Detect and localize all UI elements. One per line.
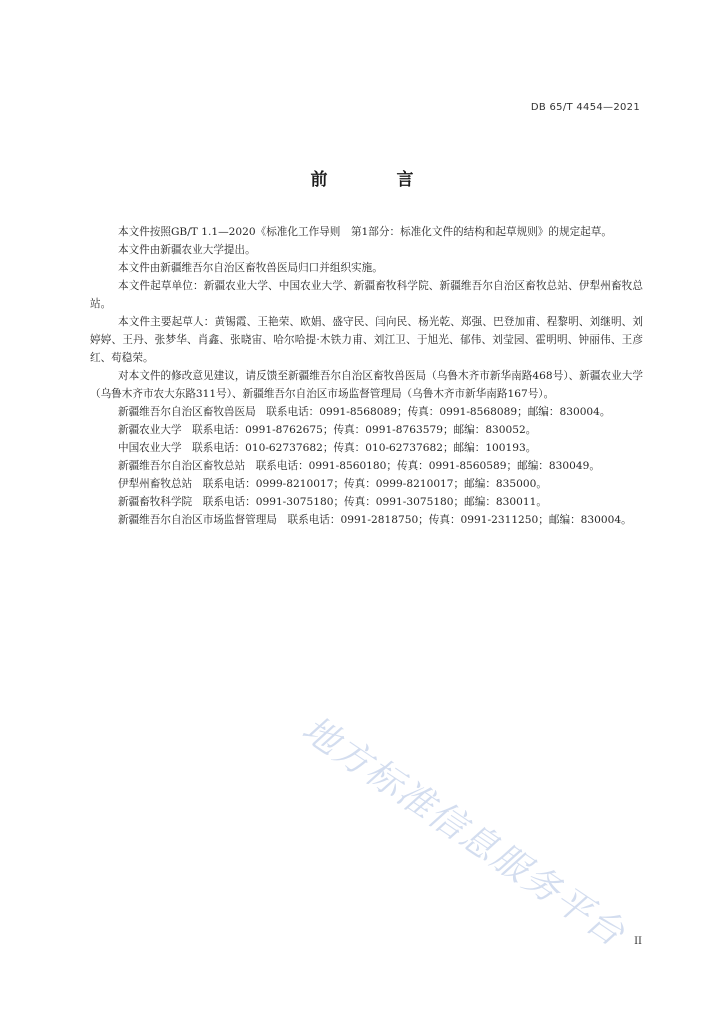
document-code: DB 65/T 4454—2021 bbox=[530, 102, 640, 113]
contact-line: 新疆农业大学 联系电话：0991-8762675；传真：0991-8763579；邮编：830052。 bbox=[118, 424, 537, 436]
page-number: II bbox=[634, 936, 642, 947]
paragraph-feedback: 对本文件的修改意见建议，请反馈至新疆维吾尔自治区畜牧兽医局（乌鲁木齐市新华南路468号）、新疆农业大学（乌鲁木齐市农大东路311号）、新疆维吾尔自治区市场监督管理局（乌鲁木齐市新华南路167号）。 bbox=[90, 370, 643, 400]
contact-line: 新疆维吾尔自治区畜牧兽医局 联系电话：0991-8568089；传真：0991-8568089；邮编：830004。 bbox=[118, 406, 611, 418]
paragraph-proposer: 本文件由新疆农业大学提出。 bbox=[118, 244, 256, 256]
paragraph-drafting-rule: 本文件按照GB/T 1.1—2020《标准化工作导则 第1部分：标准化文件的结构和起草规则》的规定起草。 bbox=[118, 226, 612, 238]
foreword-body bbox=[90, 223, 643, 529]
contact-line: 新疆维吾尔自治区市场监督管理局 联系电话：0991-2818750；传真：0991-2311250；邮编：830004。 bbox=[118, 514, 632, 526]
contact-line: 新疆维吾尔自治区畜牧总站 联系电话：0991-8560180；传真：0991-8560589；邮编：830049。 bbox=[118, 460, 600, 472]
paragraph-administrator: 本文件由新疆维吾尔自治区畜牧兽医局归口并组织实施。 bbox=[118, 262, 383, 274]
contact-line: 中国农业大学 联系电话：010-62737682；传真：010-62737682；邮编：100193。 bbox=[118, 442, 537, 454]
watermark: 地方标准信息服务平台 bbox=[294, 708, 633, 956]
paragraph-drafters: 本文件主要起草人：黄锡霞、王艳荣、欧娟、盛守民、闫向民、杨光乾、郑强、巴登加甫、程黎明、刘继明、刘婷婷、王丹、张梦华、肖鑫、张晓宙、哈尔哈提·木铁力甫、刘江卫、于旭光、郁伟、刘莹园、霍明明、钟丽伟、王彦红、苟稳荣。 bbox=[90, 316, 643, 364]
contact-line: 伊犁州畜牧总站 联系电话：0999-8210017；传真：0999-8210017；邮编：835000。 bbox=[118, 478, 547, 490]
page-title: 前 言 bbox=[310, 170, 440, 190]
paragraph-drafting-units: 本文件起草单位：新疆农业大学、中国农业大学、新疆畜牧科学院、新疆维吾尔自治区畜牧总站、伊犁州畜牧总站。 bbox=[90, 280, 643, 310]
contact-line: 新疆畜牧科学院 联系电话：0991-3075180；传真：0991-3075180；邮编：830011。 bbox=[118, 496, 547, 508]
